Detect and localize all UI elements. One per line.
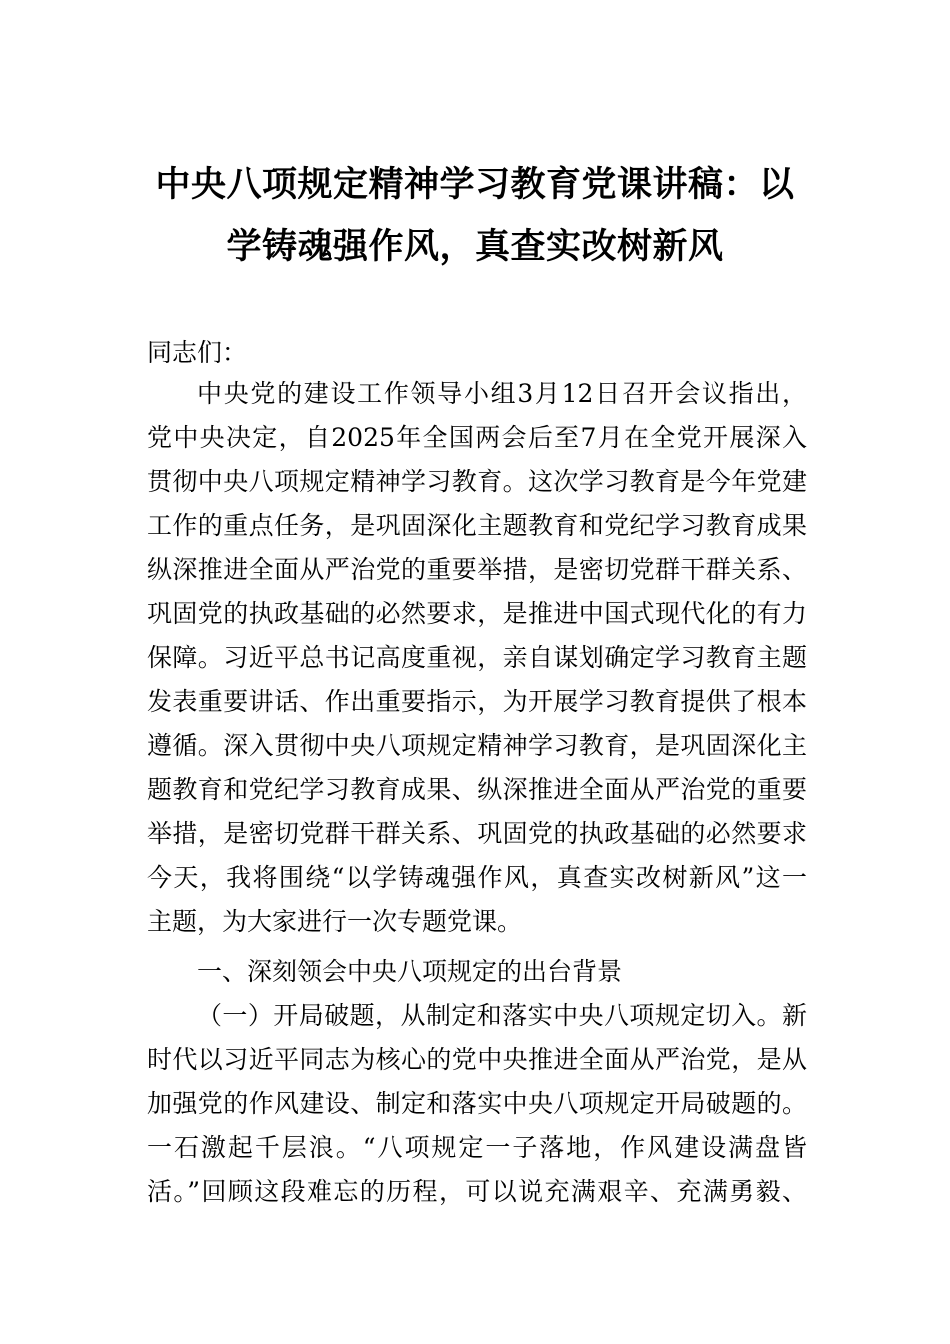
- paragraph-line: 加强党的作风建设、制定和落实中央八项规定开局破题的。: [147, 1089, 807, 1118]
- document-title-line-2: 学铸魂强作风，真查实改树新风: [226, 227, 724, 267]
- paragraph-line: 保障。习近平总书记高度重视，亲自谋划确定学习教育主题: [147, 643, 807, 672]
- paragraph-line: 活。”回顾这段难忘的历程，可以说充满艰辛、充满勇毅、: [147, 1177, 807, 1206]
- section-heading: 一、深刻领会中央八项规定的出台背景: [197, 957, 623, 986]
- paragraph-line: 中央党的建设工作领导小组3月12日召开会议指出，: [197, 379, 807, 408]
- paragraph-line: 纵深推进全面从严治党的重要举措，是密切党群干群关系、: [147, 555, 807, 584]
- paragraph-line: 遵循。深入贯彻中央八项规定精神学习教育，是巩固深化主: [147, 731, 807, 760]
- paragraph-line: 贯彻中央八项规定精神学习教育。这次学习教育是今年党建: [147, 467, 807, 496]
- document-title-line-1: 中央八项规定精神学习教育党课讲稿：以: [155, 165, 795, 205]
- paragraph-line: 一石激起千层浪。“八项规定一子落地，作风建设满盘皆: [147, 1133, 807, 1162]
- paragraph-line: 工作的重点任务，是巩固深化主题教育和党纪学习教育成果: [147, 511, 807, 540]
- paragraph-line: 时代以习近平同志为核心的党中央推进全面从严治党，是从: [147, 1045, 807, 1074]
- paragraph-line: 举措，是密切党群干群关系、巩固党的执政基础的必然要求: [147, 819, 807, 848]
- salutation: 同志们：: [147, 338, 248, 367]
- paragraph-line: 发表重要讲话、作出重要指示，为开展学习教育提供了根本: [147, 687, 807, 716]
- paragraph-line: 题教育和党纪学习教育成果、纵深推进全面从严治党的重要: [147, 775, 807, 804]
- paragraph-line: （一）开局破题，从制定和落实中央八项规定切入。新: [197, 1001, 807, 1030]
- paragraph-line: 党中央决定，自2025年全国两会后至7月在全党开展深入: [147, 423, 807, 452]
- paragraph-line: 今天，我将围绕“以学铸魂强作风，真查实改树新风”这一: [147, 863, 807, 892]
- paragraph-line: 巩固党的执政基础的必然要求，是推进中国式现代化的有力: [147, 599, 807, 628]
- paragraph-line: 主题，为大家进行一次专题党课。: [147, 907, 523, 936]
